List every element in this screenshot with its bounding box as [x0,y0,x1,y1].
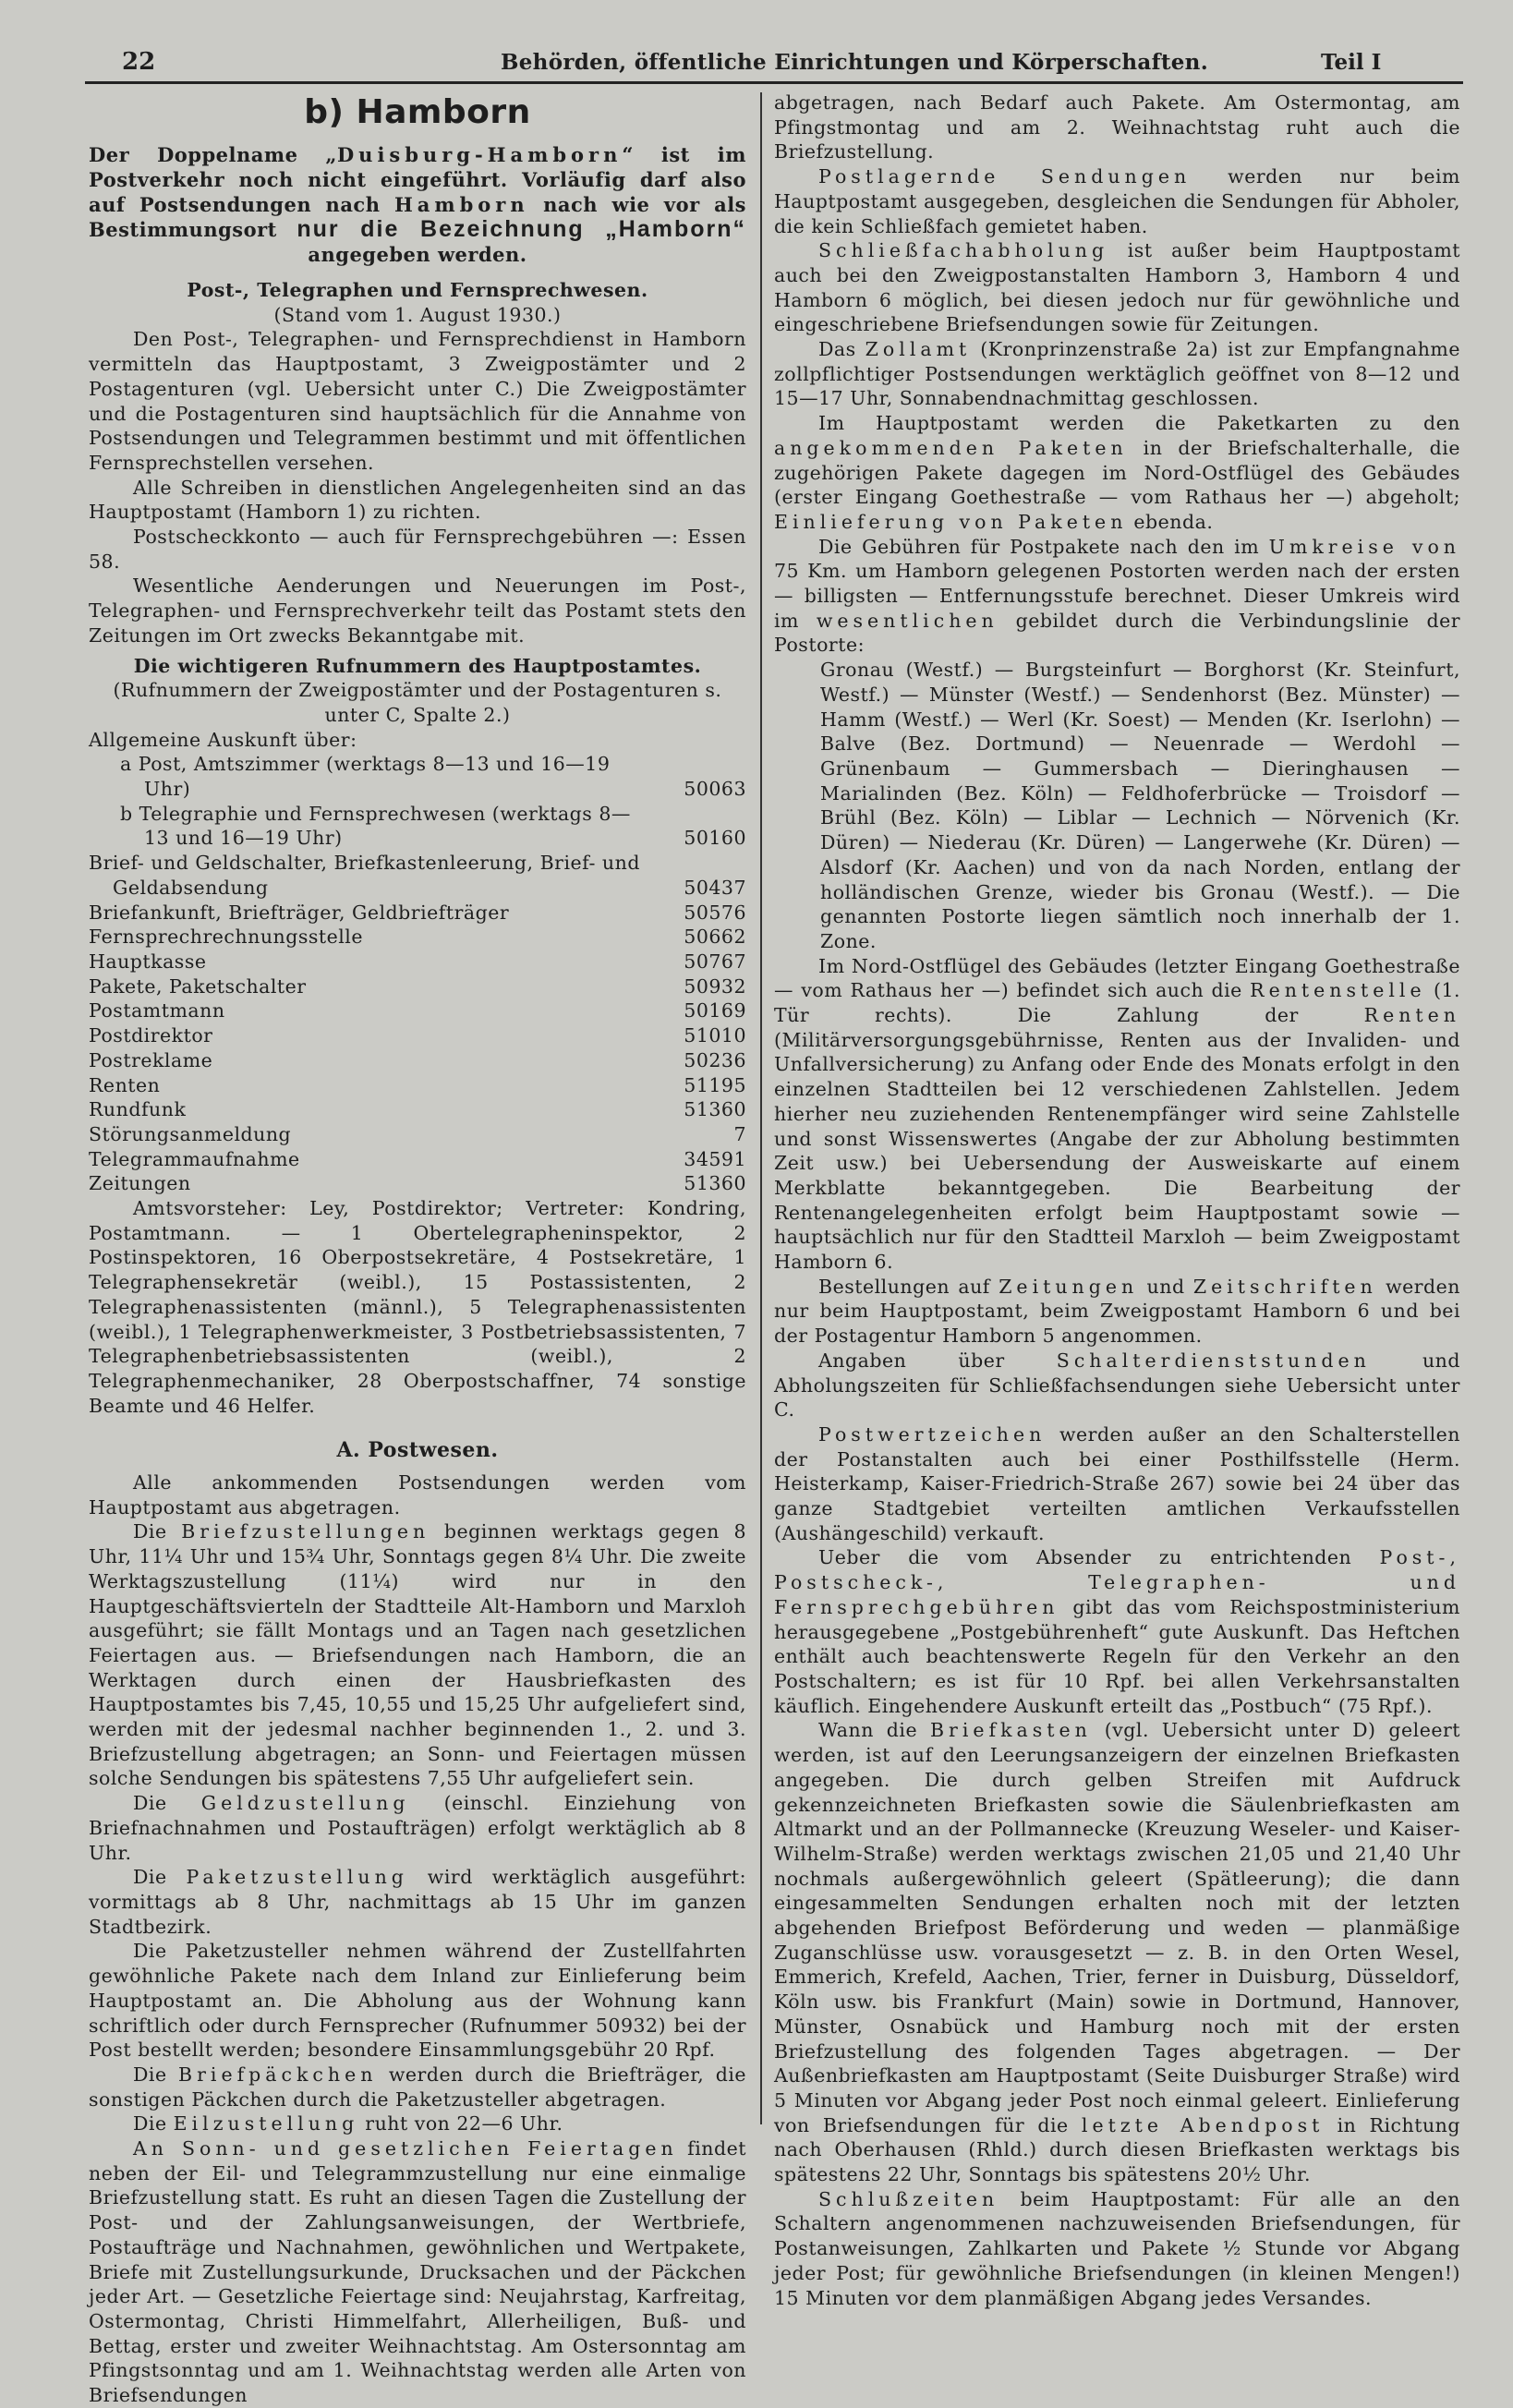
phone-number: 50767 [684,950,746,973]
subheading-note [89,678,746,727]
paragraph [774,164,1460,238]
phone-number: 50236 [684,1048,746,1071]
paragraph [89,1519,746,1791]
phone-label: Telegrammaufnahme [89,1147,300,1170]
paragraph [89,476,746,525]
text-run: Der Doppelname „ [89,143,337,166]
phone-number: 51195 [684,1073,746,1096]
emphasized-text: Schließfachabholung [818,239,1109,262]
phone-number: 51010 [684,1024,746,1047]
notice-paragraph [89,142,746,267]
text-run: Bestellungen auf [818,1275,999,1298]
text-run: (Stand vom 1. August 1930.) [273,303,562,326]
phone-row [89,1023,746,1048]
phone-label: Postreklame [89,1048,213,1071]
part-label: Teil I [1321,50,1382,75]
phone-number: 34591 [684,1147,746,1170]
emphasized-text: Briefpäckchen [178,2063,378,2086]
text-run: Alle ankommenden Postsendungen werden vom Hauptpostamt aus abgetragen. [89,1471,746,1519]
text-run: in der Briefschalterhalle, die zugehörigen Pakete dagegen im Nord-Ostflügel des Gebäudes (erster Eingang Goethestraße — vom Rathaus her —) abgeholt; [774,436,1460,509]
text-run: Amtsvorsteher: Ley, Postdirektor; Vertreter: Kondring, Postamtmann. — 1 Obertelegrapheninspektor, 2 Postinspektoren, 16 Oberpostsekretäre, 4 Postsekretäre, 1 Telegraphensekretär (weibl.), 15 Postassistenten, 2 Telegraphenassistenten (männl.), 5 Telegraphenassistenten (weibl.), 1 Telegraphenwerkmeister, 3 Postbetriebsassistenten, 7 Telegraphenbetriebsassistenten (weibl.), 2 Telegraphenmechaniker, 28 Oberpostschaffner, 74 sonstige Beamte und 46 Helfer. [89,1197,746,1417]
text-run: und [1138,1275,1193,1298]
text-run: gibt das vom Reichspostministerium herausgegebene „Postgebührenheft“ gute Auskunft. Das Heftchen enthält auch beachtenswerte Regeln für den Verkehr an den Postschaltern; es ist für 10 Rpf. bei allen Verkehrsanstalten käuflich. Eingehendere Auskunft erteilt das „Postbuch“ (75 Rpf.). [774,1595,1460,1717]
section-heading [89,654,746,679]
phone-label: Fernsprechrechnungsstelle [89,926,363,949]
paragraph [774,1275,1460,1349]
text-run: gebildet durch die Verbindungslinie der Postorte: [774,609,1461,657]
text-run: werden nur beim Hauptpostamt, beim Zweigpostamt Hamborn 6 und bei der Postagentur Hamborn 5 angenommen. [774,1275,1461,1348]
running-header [85,48,1463,84]
emphasized-text: Postwertzeichen [818,1422,1047,1446]
text-run: wird werktäglich ausgeführt: vormittags ab 8 Uhr, nachmittags ab 15 Uhr im ganzen Stadtbezirk. [89,1866,746,1938]
phone-number: 50169 [684,999,746,1022]
text-run: b) Hamborn [304,93,531,131]
text-run: Die [133,1520,182,1543]
emphasized-text: Zeitschriften [1192,1275,1377,1298]
emphasized-text: angekommenden Paketen [774,436,1128,459]
phone-label: Zeitungen [89,1172,191,1195]
paragraph [89,728,746,753]
text-run: Wann die [818,1719,930,1742]
phone-label: Postdirektor [89,1024,213,1047]
emphasized-text: Postlagernde Sendungen [818,165,1192,188]
paragraph [89,525,746,574]
paragraph [774,1422,1460,1546]
phone-row [89,950,746,974]
phone-number: 50437 [684,876,746,899]
paragraph [89,2136,746,2408]
emphasized-text: Schalterdienststunden [1056,1349,1371,1372]
text-run: Post-, Telegraphen und Fernsprechwesen. [187,279,648,301]
phone-row [89,1073,746,1098]
phone-number: 50662 [684,926,746,949]
text-run: 75 Km. um Hamborn gelegenen Postorten werden nach der ersten — billigsten — Entfernungsstufe berechnet. Dieser Umkreis wird im [774,560,1460,632]
phone-row [89,1097,746,1122]
emphasized-text: Geldzustellung [200,1792,410,1815]
phone-row [89,1171,746,1196]
phone-number: 50576 [684,901,746,924]
page-number: 22 [122,48,156,76]
place-list-paragraph [774,658,1460,953]
emphasized-text: Zollamt [865,338,972,361]
text-run: ebenda. [1127,510,1214,533]
right-column [774,91,1460,2310]
running-title: Behörden, öffentliche Einrichtungen und Körperschaften. [501,50,1209,75]
emphasized-text: Paketzustellung [186,1866,408,1889]
paragraph [774,1349,1460,1422]
emphasized-text: Umkreise von [1268,535,1460,558]
section-title [89,91,746,135]
emphasized-text: Schlußzeiten [818,2187,999,2210]
subheading-note [89,303,746,328]
paragraph [89,2112,746,2136]
phone-number: 51360 [684,1098,746,1121]
paragraph [774,411,1460,535]
phone-row [89,851,746,900]
text-run: (Rufnummern der Zweigpostämter und der Postagenturen s. unter C, Spalte 2.) [113,679,722,726]
text-run: (Kronprinzenstraße 2a) ist zur Empfangnahme zollpflichtiger Postsendungen werktäglich geöffnet von 8—12 und 15—17 Uhr, Sonnabendnachmittag geschlossen. [774,338,1460,410]
text-run: (Militärversorgungsgebührnisse, Renten aus der Invaliden- und Unfallversicherung) zu Anfang oder Ende des Monats erfolgt in den einzelnen Stadtteilen bei 12 verschiedenen Zahlstellen. Jedem hierher neu zuziehenden Rentenempfänger wird seine Zahlstelle und sonst Wissenswertes (Angabe der zur Abholung bestimmten Zeit usw.) bei Uebersendung der Ausweiskarte auf einem Merkblatte bekanntgegeben. Die Bearbeitung der Rentenangelegenheiten erfolgt beim Hauptpostamt sowie — hauptsächlich nur für den Stadtteil Marxloh — beim Zweigpostamt Hamborn 6. [774,1028,1460,1274]
phone-row [89,1048,746,1073]
phone-label: Briefankunft, Briefträger, Geldbriefträger [89,901,510,924]
text-run: Die [133,2112,174,2136]
text-run: ruht von 22—6 Uhr. [358,2112,563,2136]
text-run: werden durch die Briefträger, die sonstigen Päckchen durch die Paketzusteller abgetragen. [89,2063,747,2111]
paragraph [774,91,1460,164]
text-run: Das [818,338,865,361]
paragraph [774,535,1460,659]
emphasized-text: Briefzustellungen [181,1520,430,1543]
paragraph [89,1791,746,1865]
text-run: Die Paketzusteller nehmen während der Zustellfahrten gewöhnliche Pakete nach dem Inland zur Einlieferung beim Hauptpostamt an. Die Abholung aus der Wohnung kann schriftlich oder durch Fernsprecher (Rufnummer 50932) bei der Post bestellt werden; besondere Einsammlungsgebühr 20 Rpf. [89,1940,746,2062]
right-content [774,91,1460,2310]
paragraph [89,2063,746,2112]
phone-row [89,998,746,1023]
text-run: angegeben werden. [308,243,527,266]
phone-row [89,901,746,926]
emphasized-text: Hamborn [393,193,529,216]
emphasized-text: Duisburg-Hamborn [336,143,623,166]
text-run: Im Nord-Ostflügel des Gebäudes (letzter Eingang Goethestraße — vom Rathaus her —) befindet sich auch die [774,954,1460,1002]
emphasized-text: Post-, Postscheck-, Telegraphen- und Fernsprechgebühren [774,1546,1460,1618]
text-run: Alle Schreiben in dienstlichen Angelegenheiten sind an das Hauptpostamt (Hamborn 1) zu richten. [89,476,746,524]
text-run: werden nur beim Hauptpostamt ausgegeben, desgleichen die Sendungen für Abholer, die kein Schließfach gemietet haben. [774,165,1460,237]
text-run: Die Gebühren für Postpakete nach den im [818,535,1269,558]
text-run: Die wichtigeren Rufnummern des Hauptpostamtes. [133,654,702,677]
phone-label: a Post, Amtszimmer (werktags 8—13 und 16—19 Uhr) [120,753,611,801]
phone-number-list [89,752,746,1196]
phone-number: 50160 [684,827,746,850]
text-run: Allgemeine Auskunft über: [89,728,357,751]
phone-number: 50932 [684,974,746,998]
paragraph [89,1865,746,1939]
text-run: beginnen werktags gegen 8 Uhr, 11¼ Uhr und 15¾ Uhr, Sonntags gegen 8¼ Uhr. Die zweite Werktagszustellung (11¼) wird nur in den Hauptgeschäftsvierteln der Stadtteile Alt-Hamborn und Marxloh ausgeführt; sie fällt Montags und an Tagen nach gesetzlichen Feiertagen aus. — Briefsendungen nach Hamborn, die an Werktagen durch einen der Hausbriefkasten des Hauptpostamtes bis 7,45, 10,55 und 15,25 Uhr aufgeliefert sind, werden mit der jedesmal nachher beginnenden 1., 2. und 3. Briefzustellung abgetragen; an Sonn- und Feiertagen müssen solche Sendungen bis spätestens 7,55 Uhr aufgeliefert sein. [89,1520,747,1790]
text-run: (einschl. Einziehung von Briefnachnahmen und Postaufträgen) erfolgt werktäglich ab 8 Uhr. [89,1792,747,1864]
phone-row [89,1147,746,1172]
text-run: “ ist im Postverkehr noch nicht eingeführt. Vorläufig darf also auf Postsendungen nach [89,143,747,216]
phone-label: b Telegraphie und Fernsprechwesen (werktags 8—13 und 16—19 Uhr) [120,802,631,850]
paragraph [89,1196,746,1418]
left-column [89,91,746,2408]
phone-label: Hauptkasse [89,950,207,973]
phone-number: 51360 [684,1172,746,1195]
paragraph [774,238,1460,337]
emphasized-text: Zeitungen [999,1275,1139,1298]
text-run: Im Hauptpostamt werden die Paketkarten zu den [818,412,1460,435]
text-run: und Abholungszeiten für Schließfachsendungen siehe Uebersicht unter C. [774,1349,1460,1422]
paragraph [774,2187,1460,2311]
emphasized-text: Einlieferung von Paketen [774,510,1128,533]
phone-label: Störungsanmeldung [89,1122,292,1145]
text-run: Wesentliche Aenderungen und Neuerungen im Post-, Telegraphen- und Fernsprechverkehr teilt das Postamt stets den Zeitungen im Ort zwecks Bekanntgabe mit. [89,575,746,647]
paragraph [89,327,746,475]
text-run: ist außer beim Hauptpostamt auch bei den Zweigpostanstalten Hamborn 3, Hamborn 4 und Hamborn 6 möglich, bei diesen jedoch nur für gewöhnliche und eingeschriebene Briefsendungen sowie für Zeitungen. [774,239,1460,336]
phone-label: Pakete, Paketschalter [89,974,307,998]
emphasized-text: Briefkasten [929,1719,1092,1742]
text-run: Den Post-, Telegraphen- und Fernsprechdienst in Hamborn vermitteln das Hauptpostamt, 3 Zweigpostämter und 2 Postagenturen (vgl. Uebersicht unter C.) Die Zweigpostämter und die Postagenturen sind hauptsächlich für die Annahme von Postsendungen und Telegrammen bestimmt und mit öffentlichen Fernsprechstellen versehen. [89,328,746,474]
text-run: Die [133,1792,201,1815]
paragraph [89,1470,746,1519]
text-run: Die [133,2063,179,2086]
emphasized-text: letzte Abendpost [1081,2113,1325,2136]
text-run: Ueber die vom Absender zu entrichtenden [818,1546,1380,1569]
left-intro [89,91,746,752]
phone-label: Postamtmann [89,999,225,1022]
section-heading [89,1438,746,1463]
paragraph [89,1939,746,2063]
text-run: nach wie vor als Bestimmungsort [89,193,746,241]
paragraph [774,1718,1460,2186]
phone-row [89,802,746,851]
phone-label: Renten [89,1073,161,1096]
emphasized-text: wesentlichen [816,609,999,632]
phone-row [89,925,746,950]
paragraph [774,1545,1460,1718]
text-run: findet neben der Eil- und Telegrammzustellung nur eine einmalige Briefzustellung statt. Es ruht an diesen Tagen die Zustellung der Post- und der Zahlungsanweisungen, der Wertbriefe, Postaufträge und Nachnahmen, gewöhnlichen und Wertpakete, Briefe mit Zustellungsurkunde, Drucksachen und der Päckchen jeder Art. — Gesetzliche Feiertage sind: Neujahrstag, Karfreitag, Ostermontag, Christi Himmelfahrt, Allerheiligen, Buß- und Bettag, erster und zweiter Weihnachtstag. Am Ostersonntag am Pfingstsonntag und am 1. Weihnachtstag werden alle Arten von Briefsendungen [89,2137,746,2407]
text-run: (1. Tür rechts). Die Zahlung der [774,979,1460,1027]
text-run: Die [133,1866,187,1889]
text-run: Gronau (Westf.) — Burgsteinfurt — Borghorst (Kr. Steinfurt, Westf.) — Münster (Westf.) — Sendenhorst (Bez. Münster) — Hamm (Westf.) — Werl (Kr. Soest) — Menden (Kr. Iserlohn) — Balve (Bez. Dortmund) — Neuenrade — Werdohl — Grünenbaum — Gummersbach — Dieringhausen — Marialinden (Bez. Köln) — Feldhoferbrücke — Troisdorf — Brühl (Bez. Köln) — Liblar — Lechnich — Nörvenich (Kr. Düren) — Niederau (Kr. Düren) — Langerwehe (Kr. Düren) — Alsdorf (Kr. Aachen) und von da nach Norden, entlang der holländischen Grenze, wieder bis Gronau (Westf.). — Die genannten Postorte liegen sämtlich noch innerhalb der 1. Zone. [820,659,1460,952]
phone-label: Brief- und Geldschalter, Briefkastenleerung, Brief- und Geldabsendung [89,852,640,899]
text-run: beim Hauptpostamt: Für alle an den Schaltern angenommenen nachzuweisenden Briefsendungen, für Postanweisungen, Zahlkarten und Pakete ½ Stunde vor Abgang jeder Post; für gewöhnliche Briefsendungen (in kleinen Mengen!) 15 Minuten vor dem planmäßigen Abgang jedes Versandes. [774,2187,1460,2309]
phone-row [89,1122,746,1147]
paragraph [774,337,1460,411]
phone-number: 7 [733,1122,746,1145]
text-run: A. Postwesen. [336,1438,499,1463]
text-run: Postscheckkonto — auch für Fernsprechgebühren —: Essen 58. [89,526,746,573]
phone-label: Rundfunk [89,1098,187,1121]
text-run: in Richtung nach Oberhausen (Rhld.) durch diesen Briefkasten werktags bis spätestens 22 Uhr, Sonntags bis spätestens 20½ Uhr. [774,2113,1460,2186]
emphasized-text: Eilzustellung [173,2112,359,2136]
emphasized-text: An Sonn- und gesetzlichen Feiertagen [133,2137,678,2160]
text-run: werden außer an den Schalterstellen der Postanstalten auch bei einer Posthilfsstelle (Herm. Heisterkamp, Kaiser-Friedrich-Straße 267) sowie bei 24 über das ganze Stadtgebiet verteilten amtlichen Verkaufsstellen (Aushängeschild) verkauft. [774,1422,1460,1544]
left-postwesen [89,1196,746,2408]
emphasized-text: nur die Bezeichnung „Hamborn“ [297,216,746,242]
emphasized-text: Rentenstelle [1250,979,1426,1002]
section-heading [89,278,746,303]
text-run: Angaben über [818,1349,1057,1372]
phone-row [89,752,746,801]
paragraph [774,954,1460,1275]
text-run: abgetragen, nach Bedarf auch Pakete. Am Ostermontag, am Pfingstmontag und am 2. Weihnachtstag ruht auch die Briefzustellung. [774,91,1460,163]
column-divider [760,92,762,2124]
phone-row [89,974,746,999]
paragraph [89,574,746,647]
text-run: (vgl. Uebersicht unter D) geleert werden, ist auf den Leerungsanzeigern der einzelnen Briefkasten angegeben. Die durch gelben Streifen mit Aufdruck gekennzeichneten Briefkasten sowie die Säulenbriefkasten am Altmarkt und an der Pollmannecke (Kreuzung Weseler- und Kaiser-Wilhelm-Straße) werden werktags zwischen 21,05 und 21,40 Uhr nochmals außergewöhnlich geleert (Spätleerung); die dann eingesammelten Sendungen erhalten noch mit der letzten abgehenden Briefpost Beförderung und weden — planmäßige Zuganschlüsse usw. vorausgesetzt — z. B. in den Orten Wesel, Emmerich, Krefeld, Aachen, Trier, ferner in Duisburg, Düsseldorf, Köln usw. bis Frankfurt (Main) sowie in Dortmund, Hannover, Münster, Osnabück und Hamburg noch mit der ersten Briefzustellung des folgenden Tages abgetragen. — Der Außenbriefkasten am Hauptpostamt (Seite Duisburger Straße) wird 5 Minuten vor Abgang jeder Post noch einmal geleert. Einlieferung von Briefsendungen für die [774,1719,1460,2136]
emphasized-text: Renten [1363,1004,1460,1027]
phone-number: 50063 [684,778,746,801]
